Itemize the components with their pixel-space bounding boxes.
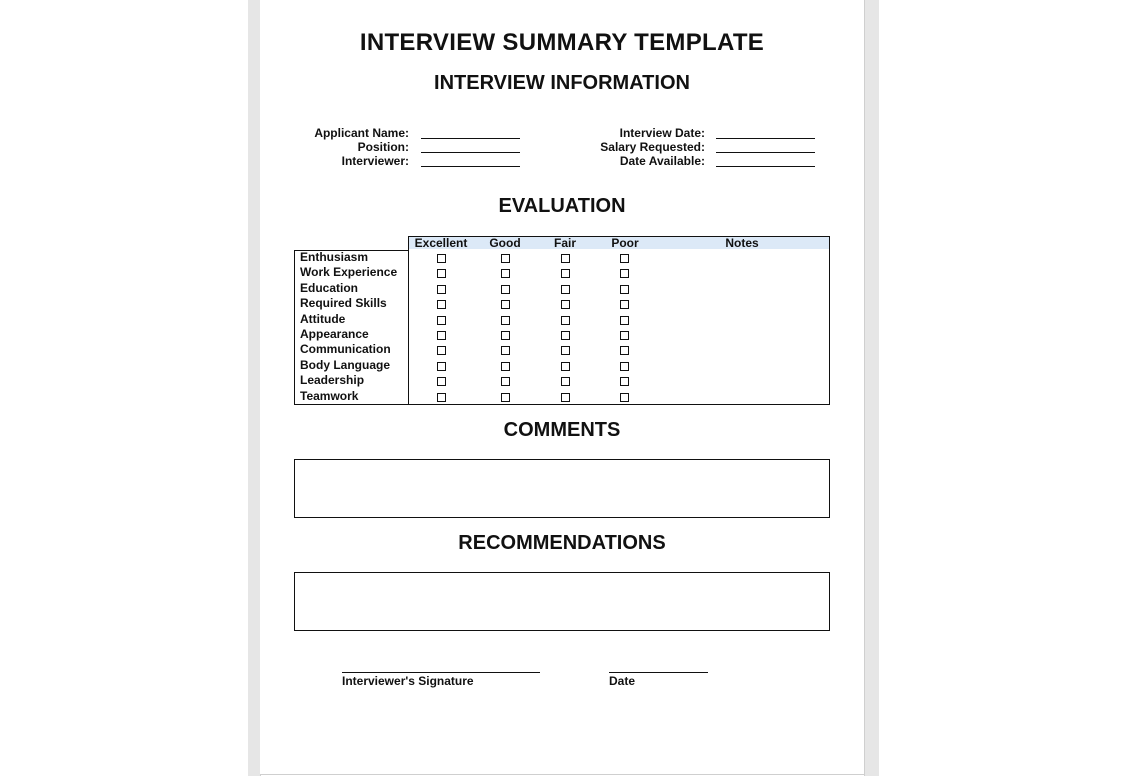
- criterion-label: Work Experience: [300, 265, 398, 280]
- interview-date-field[interactable]: [716, 138, 815, 139]
- checkbox-poor[interactable]: [620, 362, 629, 371]
- criterion-label: Attitude: [300, 311, 346, 326]
- checkbox-fair[interactable]: [561, 362, 570, 371]
- comments-box[interactable]: [294, 459, 830, 518]
- criterion-label: Appearance: [300, 327, 369, 341]
- signature-line[interactable]: [342, 672, 540, 673]
- checkbox-excellent[interactable]: [437, 362, 446, 371]
- column-fair: Fair: [553, 236, 576, 250]
- interviewer-label: Interviewer:: [341, 154, 409, 168]
- checkbox-fair[interactable]: [561, 269, 570, 278]
- checkbox-excellent[interactable]: [437, 346, 446, 355]
- evaluation-heading: EVALUATION: [498, 195, 626, 217]
- checkbox-fair[interactable]: [561, 254, 570, 263]
- signature-date-label: Date: [609, 674, 636, 688]
- document-title: INTERVIEW SUMMARY TEMPLATE: [359, 29, 765, 56]
- checkbox-good[interactable]: [501, 254, 510, 263]
- checkbox-fair[interactable]: [561, 393, 570, 402]
- page-right-margin: [864, 0, 879, 776]
- checkbox-poor[interactable]: [620, 377, 629, 386]
- interview-date-label: Interview Date:: [619, 126, 705, 140]
- checkbox-good[interactable]: [501, 331, 510, 340]
- checkbox-fair[interactable]: [561, 346, 570, 355]
- checkbox-poor[interactable]: [620, 346, 629, 355]
- evaluation-table: [408, 236, 830, 405]
- checkbox-good[interactable]: [501, 346, 510, 355]
- checkbox-poor[interactable]: [620, 316, 629, 325]
- checkbox-fair[interactable]: [561, 300, 570, 309]
- column-poor: Poor: [611, 236, 639, 250]
- column-excellent: Excellent: [414, 236, 468, 250]
- column-notes: Notes: [725, 236, 759, 250]
- checkbox-good[interactable]: [501, 285, 510, 294]
- checkbox-good[interactable]: [501, 377, 510, 386]
- salary-requested-field[interactable]: [716, 152, 815, 153]
- comments-heading: COMMENTS: [503, 419, 621, 441]
- checkbox-excellent[interactable]: [437, 377, 446, 386]
- signature-label: Interviewer's Signature: [342, 674, 474, 688]
- criterion-label: Teamwork: [300, 388, 359, 403]
- checkbox-fair[interactable]: [561, 285, 570, 294]
- position-label: Position:: [357, 140, 409, 154]
- checkbox-good[interactable]: [501, 362, 510, 371]
- criterion-label: Education: [300, 280, 359, 295]
- interview-information-heading: INTERVIEW INFORMATION: [434, 72, 690, 94]
- checkbox-poor[interactable]: [620, 300, 629, 309]
- checkbox-poor[interactable]: [620, 393, 629, 402]
- checkbox-poor[interactable]: [620, 285, 629, 294]
- date-available-field[interactable]: [716, 166, 815, 167]
- checkbox-good[interactable]: [501, 393, 510, 402]
- checkbox-excellent[interactable]: [437, 285, 446, 294]
- checkbox-fair[interactable]: [561, 316, 570, 325]
- applicant-name-field[interactable]: [421, 138, 520, 139]
- checkbox-excellent[interactable]: [437, 331, 446, 340]
- criterion-label: Body Language: [300, 357, 391, 372]
- interviewer-field[interactable]: [421, 166, 520, 167]
- checkbox-good[interactable]: [501, 269, 510, 278]
- position-field[interactable]: [421, 152, 520, 153]
- criterion-label: Leadership: [300, 373, 365, 388]
- signature-date-line[interactable]: [609, 672, 708, 673]
- checkbox-excellent[interactable]: [437, 300, 446, 309]
- checkbox-poor[interactable]: [620, 254, 629, 263]
- criterion-label: Communication: [300, 342, 391, 357]
- salary-requested-label: Salary Requested:: [600, 140, 705, 154]
- checkbox-poor[interactable]: [620, 269, 629, 278]
- date-available-label: Date Available:: [619, 154, 705, 168]
- criterion-label: Required Skills: [300, 296, 387, 311]
- applicant-name-label: Applicant Name:: [314, 126, 409, 140]
- checkbox-good[interactable]: [501, 316, 510, 325]
- checkbox-excellent[interactable]: [437, 316, 446, 325]
- column-good: Good: [489, 236, 521, 250]
- checkbox-excellent[interactable]: [437, 393, 446, 402]
- recommendations-box[interactable]: [294, 572, 830, 631]
- recommendations-heading: RECOMMENDATIONS: [458, 532, 666, 554]
- checkbox-good[interactable]: [501, 300, 510, 309]
- checkbox-excellent[interactable]: [437, 269, 446, 278]
- document-page: [260, 0, 864, 775]
- checkbox-excellent[interactable]: [437, 254, 446, 263]
- checkbox-fair[interactable]: [561, 331, 570, 340]
- checkbox-poor[interactable]: [620, 331, 629, 340]
- checkbox-fair[interactable]: [561, 377, 570, 386]
- criterion-label: Enthusiasm: [300, 250, 369, 264]
